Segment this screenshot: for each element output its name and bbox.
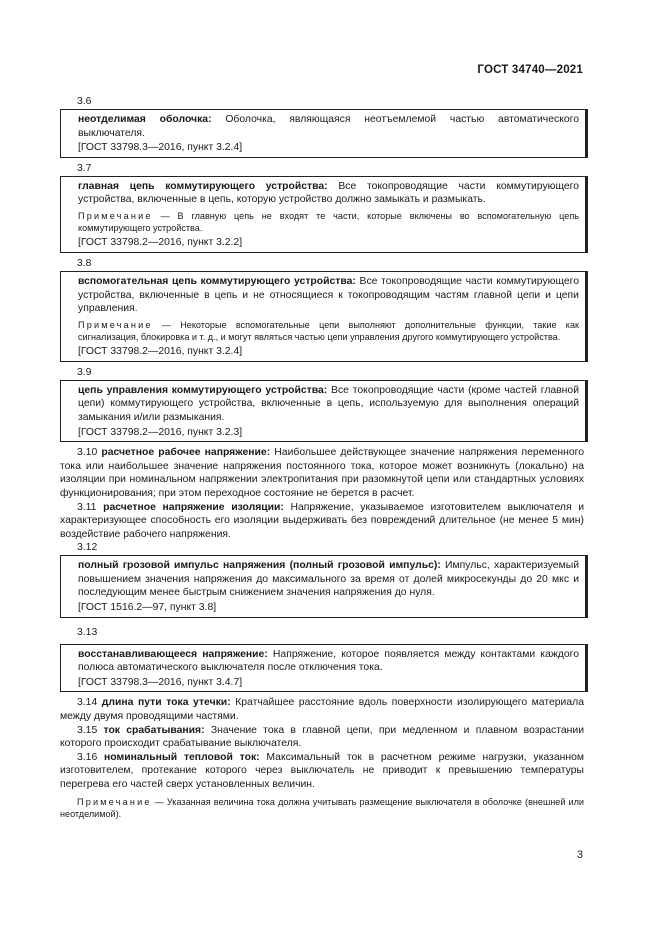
para-number: 3.16: [77, 751, 105, 763]
term-title: главная цепь коммутирующего устройства:: [78, 180, 328, 192]
para-text: Напряжение, указываемое изготовителем выключателя и характеризующее способность его изоляции выдерживать без повреждений длительное (не менее 5 мин) воздействие рабочего напряжения.: [60, 501, 585, 540]
term-title: номинальный тепловой ток:: [104, 751, 260, 763]
term-text: Все токопроводящие части коммутирующего устройства, включенные в цепь, которую устройство должно замыкать и размыкать.: [78, 180, 580, 206]
term-box-3-6: [60, 109, 588, 158]
term-number: 3.7: [77, 162, 92, 174]
para-text: Максимальный ток в расчетном режиме нагрузки, указанном изготовителем, протекание которого через выключатель не приводит к превышению температуры перегрева его частей сверх установленных величин.: [60, 751, 584, 790]
term-text: Все токопроводящие части коммутирующего устройства, включенные в цепь и не относящиеся к токопроводящим частям главной цепи и цепи управления.: [78, 275, 579, 315]
note-label: Примечание: [77, 796, 152, 807]
term-text: Напряжение, которое появляется между контактами каждого полюса автоматического выключателя после отключения тока.: [78, 648, 579, 674]
para-number: 3.14: [77, 697, 102, 709]
term-number: 3.12: [77, 542, 98, 554]
note-label: Примечание: [78, 319, 153, 330]
para-text: Кратчайшее расстояние вдоль поверхности изолирующего материала между двумя проводящими частями.: [60, 697, 584, 723]
term-title: расчетное рабочее напряжение:: [101, 447, 271, 459]
paragraph-3-14: [60, 696, 584, 723]
term-definition: [78, 180, 579, 207]
term-title: полный грозовой импульс напряжения (полный грозовой импульс):: [78, 560, 441, 572]
note-text: — Указанная величина тока должна учитывать размещение выключателя в оболочке (внешней или неотделимой).: [60, 796, 584, 819]
term-box-3-9: [60, 380, 588, 442]
para-number: 3.11: [77, 501, 104, 513]
term-text: Импульс, характеризуемый повышением значения напряжения до максимального за время от долей микросекунды до 20 мкс и последующим менее быстрым снижением значения напряжения до нуля.: [78, 560, 579, 599]
term-title: расчетное напряжение изоляции:: [103, 501, 284, 513]
para-text: Значение тока в главной цепи, при медленном и плавном возрастании которого происходит срабатывание выключателя.: [60, 724, 585, 750]
term-text: Оболочка, являющаяся неотъемлемой частью автоматического выключателя.: [78, 114, 579, 139]
note-label: Примечание: [78, 210, 153, 221]
note-text: — Некоторые вспомогательные цепи выполняют дополнительные функции, такие как сигнализация, блокировка и т. д., и могут являться частью цепи управления другого коммутирующего устройства.: [78, 319, 579, 342]
para-number: 3.15: [77, 724, 104, 736]
term-source: [ГОСТ 33798.2—2016, пункт 3.2.4]: [78, 346, 243, 358]
page-number: 3: [576, 849, 583, 861]
term-note: [78, 319, 579, 343]
term-number: 3.13: [77, 626, 98, 638]
para-text: Наибольшее действующее значение напряжения переменного тока или наибольшее значение напряжения постоянного тока, которое может возникнуть (локально) на изоляции при номинальном напряжении электропитания при разомкнутой цепи или стандартных условиях функционирования; при этом переходное состояние не берется в расчет.: [60, 447, 584, 499]
term-source: [ГОСТ 33798.2—2016, пункт 3.2.2]: [78, 237, 243, 249]
term-definition: [78, 113, 579, 140]
term-number: 3.6: [77, 96, 92, 107]
term-source: [ГОСТ 1516.2—97, пункт 3.8]: [78, 602, 217, 614]
term-number: 3.9: [77, 366, 92, 378]
term-box-3-13: [60, 644, 588, 693]
page-content: [60, 91, 584, 820]
term-title: вспомогательная цепь коммутирующего устройства:: [78, 275, 356, 287]
term-source: [ГОСТ 33798.2—2016, пункт 3.2.3]: [78, 426, 243, 438]
term-box-3-7: [60, 176, 588, 253]
term-source: [ГОСТ 33798.3—2016, пункт 3.4.7]: [78, 676, 243, 688]
term-number: 3.8: [77, 257, 92, 269]
paragraph-3-15: [60, 724, 584, 751]
term-title: ток срабатывания:: [103, 724, 205, 736]
term-box-3-8: [60, 271, 588, 362]
term-title: длина пути тока утечки:: [101, 697, 231, 709]
document-id-header: ГОСТ 34740—2021: [477, 64, 583, 76]
paragraph-3-10: [60, 446, 584, 500]
term-definition: [78, 384, 579, 425]
term-source: [ГОСТ 33798.3—2016, пункт 3.2.4]: [78, 142, 243, 154]
term-definition: [78, 275, 579, 316]
paragraph-3-11: [60, 501, 584, 542]
term-box-3-12: [60, 555, 588, 617]
term-title: цепь управления коммутирующего устройства:: [78, 384, 328, 396]
term-text: Все токопроводящие части (кроме частей главной цепи) коммутирующего устройства, включенные в цепь, используемую для выполнения операций замыкания и/или размыкания.: [78, 384, 580, 423]
paragraph-3-16: [60, 751, 584, 792]
term-title: неотделимая оболочка:: [78, 114, 212, 125]
term-definition: [78, 648, 579, 675]
final-note: [60, 796, 584, 820]
term-definition: [78, 559, 579, 600]
para-number: 3.10: [77, 447, 102, 459]
term-note: [78, 210, 579, 234]
note-text: — В главную цепь не входят те части, которые включены во вспомогательную цепь коммутирующего устройства.: [78, 210, 579, 234]
term-title: восстанавливающееся напряжение:: [78, 648, 268, 660]
